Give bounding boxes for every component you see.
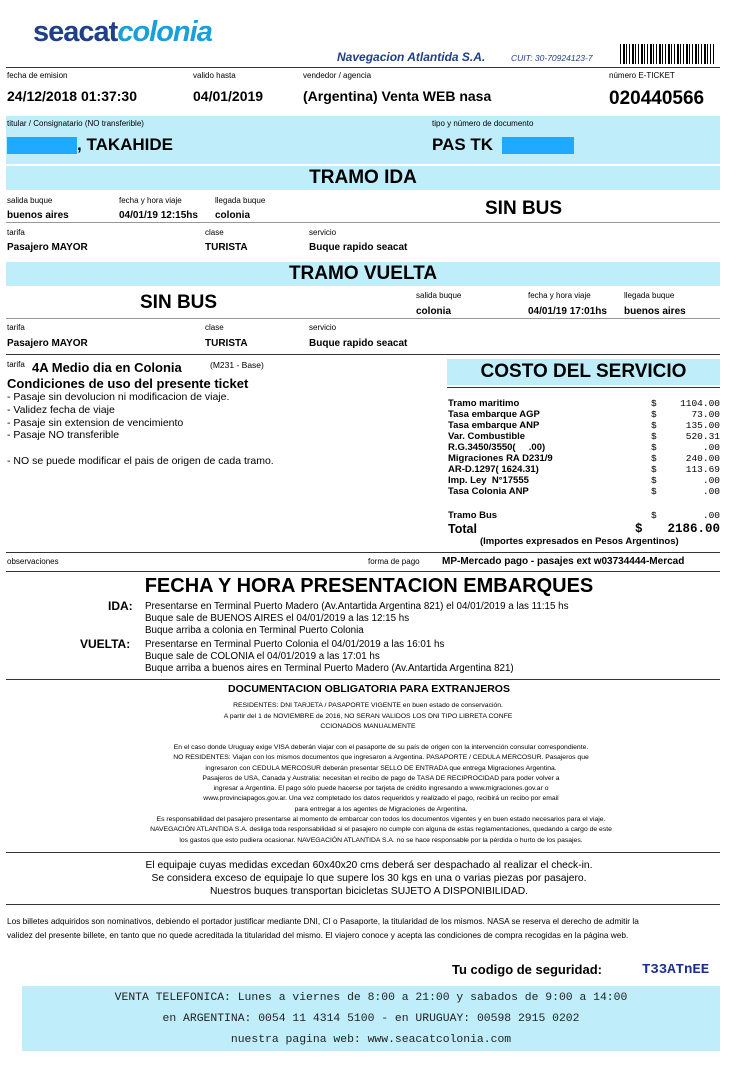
- vuelta-clase-value: TURISTA: [205, 338, 248, 349]
- ida-line: Presentarse en Terminal Puerto Madero (Av.Antartida Argentina 821) el 04/01/2019 a las 11:15 hs: [145, 601, 569, 612]
- seller-label: vendedor / agencia: [303, 71, 372, 80]
- cost-row: [448, 420, 718, 431]
- cost-row-bus: [448, 510, 718, 521]
- cost-title: COSTO DEL SERVICIO: [447, 359, 720, 385]
- luggage-line: El equipaje cuyas medidas excedan 60x40x20 cms deberá ser despachado al realizar el check-in.: [145, 860, 593, 871]
- vuelta-line: Presentarse en Terminal Puerto Colonia el 04/01/2019 a las 16:01 hs: [145, 639, 445, 650]
- cost-value: 240.00: [685, 453, 720, 464]
- cond-item: - Pasaje sin extension de vencimiento: [7, 416, 184, 429]
- docs-line: NAVEGACIÓN ATLANTIDA S.A. desliga toda responsabilidad si el pasajero no cumple con alguna de estas reglamentaciones, quedando a cargo de este: [150, 826, 612, 834]
- docs-line: para entregar a los agentes de Migraciones de Argentina.: [294, 805, 468, 813]
- luggage-line: Se considera exceso de equipaje lo que supere los 30 kgs en una o varias piezas por pasajero.: [151, 873, 587, 884]
- ida-fecha-value: 04/01/19 12:15hs: [119, 210, 198, 221]
- vuelta-line: Buque sale de COLONIA el 04/01/2019 a las 17:01 hs: [145, 651, 380, 662]
- holder-name: , TAKAHIDE: [77, 135, 174, 154]
- vuelta-servicio-value: Buque rapido seacat: [309, 338, 408, 349]
- cond-title: Condiciones de uso del presente ticket: [7, 376, 249, 391]
- currency: $: [651, 420, 657, 431]
- valid-value: 04/01/2019: [193, 88, 264, 104]
- cost-value: 73.00: [691, 409, 720, 420]
- legal-line: validez del presente billete, en tanto que no quede acreditada la titularidad del mismo. El viajero conoce y acepta las condiciones de compra recogidas en la página web.: [7, 930, 629, 940]
- cond-list: [7, 391, 229, 442]
- pago-label: forma de pago: [368, 557, 420, 566]
- tramo-ida-title: TRAMO IDA: [6, 166, 720, 190]
- logo-colonia: colonia: [117, 16, 212, 48]
- docs-title: DOCUMENTACION OBLIGATORIA PARA EXTRANJEROS: [228, 683, 510, 695]
- currency: $: [651, 453, 657, 464]
- currency: $: [651, 409, 657, 420]
- docs-line: Pasajeros de USA, Canada y Australia: necesitan el recibo de pago de TASA DE RECIPROCIDAD para poder volver a: [202, 774, 560, 782]
- vuelta-line: Buque arriba a buenos aires en Terminal Puerto Madero (Av.Antartida Argentina 821): [145, 663, 514, 674]
- cost-table: [448, 398, 720, 558]
- vuelta-lines: [145, 639, 514, 675]
- redacted-name: [7, 137, 77, 154]
- cost-value: .00: [702, 486, 720, 497]
- cost-name: Imp. Ley N°17555: [448, 475, 529, 486]
- ida-salida-label: salida buque: [7, 196, 53, 205]
- cost-name: AR-D.1297( 1624.31): [448, 464, 539, 475]
- emission-label: fecha de emision: [7, 71, 68, 80]
- cost-name: Tramo Bus: [448, 510, 498, 521]
- contact-line: nuestra pagina web: www.seacatcolonia.com: [230, 1034, 512, 1046]
- docs-line: ingresaron con CEDULA MERCOSUR deberán presentar SELLO DE ENTRADA que entrega Migraciones Argentina.: [205, 764, 557, 772]
- holder-label: titular / Consignatario (NO transferible): [7, 119, 144, 128]
- vuelta-servicio-label: servicio: [309, 323, 337, 332]
- docs-nonresidents: [20, 743, 742, 846]
- ida-servicio-label: servicio: [309, 228, 337, 237]
- currency: $: [651, 431, 657, 442]
- cost-value: .00: [702, 510, 720, 521]
- cost-name: Tasa embarque ANP: [448, 420, 540, 431]
- docs-line: RESIDENTES: DNI TARJETA / PASAPORTE VIGENTE en buen estado de conservación.: [233, 702, 503, 709]
- docs-line: Es responsabilidad del pasajero presentarse al momento de embarcar con todos los documentos vigentes y en buen estado necesarios para el viaje.: [156, 816, 606, 824]
- docs-line: NO RESIDENTES: Viajan con los mismos documentos que ingresaron a Argentina. PASAPORTE / CEDULA MERCOSUR. Pasajeros que: [173, 754, 589, 762]
- ticket-value: 020440566: [609, 88, 705, 109]
- company-cuit: CUIT: 30-70924123-7: [511, 53, 593, 63]
- cond-note: - NO se puede modificar el pais de origen de cada tramo.: [7, 455, 274, 467]
- pago-value: MP-Mercado pago - pasajes ext w03734444-Mercad: [442, 556, 685, 567]
- vuelta-clase-label: clase: [205, 323, 224, 332]
- ida-line: Buque arriba a colonia en Terminal Puerto Colonia: [145, 625, 364, 636]
- cost-row: [448, 475, 718, 486]
- total-currency: $: [635, 522, 643, 536]
- ida-lines: [145, 601, 569, 637]
- luggage: [6, 859, 732, 898]
- total-label: Total: [448, 522, 477, 536]
- ida-label: IDA:: [108, 599, 133, 613]
- currency: $: [651, 475, 657, 486]
- vuelta-llegada-label: llegada buque: [624, 291, 675, 300]
- docs-line: En el caso donde Uruguay exige VISA deberán viajar con el pasaporte de su país de origen con la intervención consular correspondiente.: [173, 744, 589, 751]
- ida-bus: SIN BUS: [485, 198, 563, 219]
- logo: [33, 16, 212, 49]
- cost-name: R.G.3450/3550( .00): [448, 442, 546, 453]
- ida-fecha-label: fecha y hora viaje: [119, 196, 182, 205]
- cost-note: (Importes expresados en Pesos Argentinos): [480, 536, 679, 547]
- currency: $: [651, 486, 657, 497]
- vuelta-llegada-value: buenos aires: [624, 306, 686, 317]
- cost-value: 135.00: [685, 420, 720, 431]
- docs-line: ingresar a Argentina. El pago sólo puede hacerse por tarjeta de crédito ingresando a www.migraciones.gov.ar o: [213, 785, 549, 793]
- cond-item: - Pasaje NO transferible: [7, 429, 120, 442]
- logo-seacat: seacat: [33, 16, 118, 48]
- docs-line: www.provinciapagos.gov.ar. Una vez completado los datos requeridos y realizado el pago, recibirá un recibo por email: [203, 795, 559, 803]
- cost-row: [448, 486, 718, 497]
- emission-value: 24/12/2018 01:37:30: [7, 88, 137, 104]
- cost-value: 113.69: [685, 464, 720, 475]
- cost-row: [448, 398, 718, 409]
- doc-value: PAS TK: [432, 135, 494, 154]
- currency: $: [651, 398, 657, 409]
- ida-salida-value: buenos aires: [7, 210, 69, 221]
- ida-clase-label: clase: [205, 228, 224, 237]
- cost-name: Tasa embarque AGP: [448, 409, 540, 420]
- ida-tarifa-value: Pasajero MAYOR: [7, 242, 88, 253]
- tramo-vuelta-title: TRAMO VUELTA: [6, 262, 720, 286]
- ida-llegada-label: llegada buque: [215, 196, 266, 205]
- seller-value: (Argentina) Venta WEB nasa: [303, 88, 492, 104]
- redacted-doc: [502, 137, 574, 154]
- cost-name: Tasa Colonia ANP: [448, 486, 529, 497]
- ida-clase-value: TURISTA: [205, 242, 248, 253]
- vuelta-salida-label: salida buque: [416, 291, 462, 300]
- vuelta-fecha-value: 04/01/19 17:01hs: [528, 306, 607, 317]
- vuelta-tarifa-value: Pasajero MAYOR: [7, 338, 88, 349]
- cond-tarifa-code: (M231 - Base): [210, 360, 264, 370]
- vuelta-bus: SIN BUS: [140, 292, 218, 313]
- cost-name: Migraciones RA D231/9: [448, 453, 553, 464]
- luggage-line: Nuestros buques transportan bicicletas SUJETO A DISPONIBILIDAD.: [209, 886, 528, 897]
- currency: $: [651, 442, 657, 453]
- doc-label: tipo y número de documento: [432, 119, 534, 128]
- cond-tarifa-label: tarifa: [7, 360, 25, 369]
- contact-line: en ARGENTINA: 0054 11 4314 5100 - en URUGUAY: 00598 2915 0202: [162, 1013, 580, 1025]
- total-value: 2186.00: [667, 522, 720, 536]
- cost-row: [448, 453, 718, 464]
- ticket-label: número E-TICKET: [609, 71, 675, 80]
- ida-llegada-value: colonia: [215, 210, 251, 221]
- docs-line: CCIONADOS MANUALMENTE: [320, 723, 416, 730]
- cost-row: [448, 442, 718, 453]
- docs-line: los gastos que esto pudiera ocasionar. NAVEGACIÓN ATLANTIDA S.A. no se hace responsable por la pérdida o hurto de los pasajes.: [179, 836, 583, 844]
- cost-row: [448, 464, 718, 475]
- legal: [7, 914, 746, 942]
- legal-line: Los billetes adquiridos son nominativos, debiendo el portador justificar mediante DNI, CI o Pasaporte, la titularidad de los mismos. NASA se reserva el derecho de admitir la: [7, 916, 639, 926]
- barcode: [620, 44, 714, 64]
- docs-residents: [20, 701, 716, 733]
- currency: $: [651, 510, 657, 521]
- cond-tarifa-name: 4A Medio dia en Colonia: [32, 360, 182, 375]
- cost-total-row: [448, 522, 718, 536]
- cost-value: 1104.00: [680, 398, 720, 409]
- company-name: Navegacion Atlantida S.A.: [337, 50, 486, 64]
- cost-name: Tramo maritimo: [448, 398, 520, 409]
- presentation-title: FECHA Y HORA PRESENTACION EMBARQUES: [144, 575, 594, 597]
- security-label: Tu codigo de seguridad:: [452, 962, 602, 977]
- currency: $: [651, 464, 657, 475]
- vuelta-label: VUELTA:: [80, 637, 131, 651]
- cond-item: - Validez fecha de viaje: [7, 403, 115, 416]
- cost-value: .00: [702, 475, 720, 486]
- security-code: T33ATnEE: [642, 962, 710, 978]
- cost-row: [448, 409, 718, 420]
- ida-servicio-value: Buque rapido seacat: [309, 242, 408, 253]
- vuelta-fecha-label: fecha y hora viaje: [528, 291, 591, 300]
- cost-value: .00: [702, 442, 720, 453]
- ida-line: Buque sale de BUENOS AIRES el 04/01/2019 a las 12:15 hs: [145, 613, 410, 624]
- cost-name: Var. Combustible: [448, 431, 526, 442]
- vuelta-tarifa-label: tarifa: [7, 323, 25, 332]
- contact-line: VENTA TELEFONICA: Lunes a viernes de 8:00 a 21:00 y sabados de 9:00 a 14:00: [114, 992, 628, 1004]
- obs-label: observaciones: [7, 557, 59, 566]
- contact-box: [22, 986, 720, 1051]
- ida-tarifa-label: tarifa: [7, 228, 25, 237]
- cond-item: - Pasaje sin devolucion ni modificacion de viaje.: [7, 391, 230, 403]
- valid-label: valido hasta: [193, 71, 236, 80]
- cost-row: [448, 431, 718, 442]
- vuelta-salida-value: colonia: [416, 306, 452, 317]
- cost-value: 520.31: [685, 431, 720, 442]
- docs-line: A partir del 1 de NOVIEMBRE de 2016, NO SERAN VALIDOS LOS DNI TIPO LIBRETA CONFE: [223, 712, 513, 720]
